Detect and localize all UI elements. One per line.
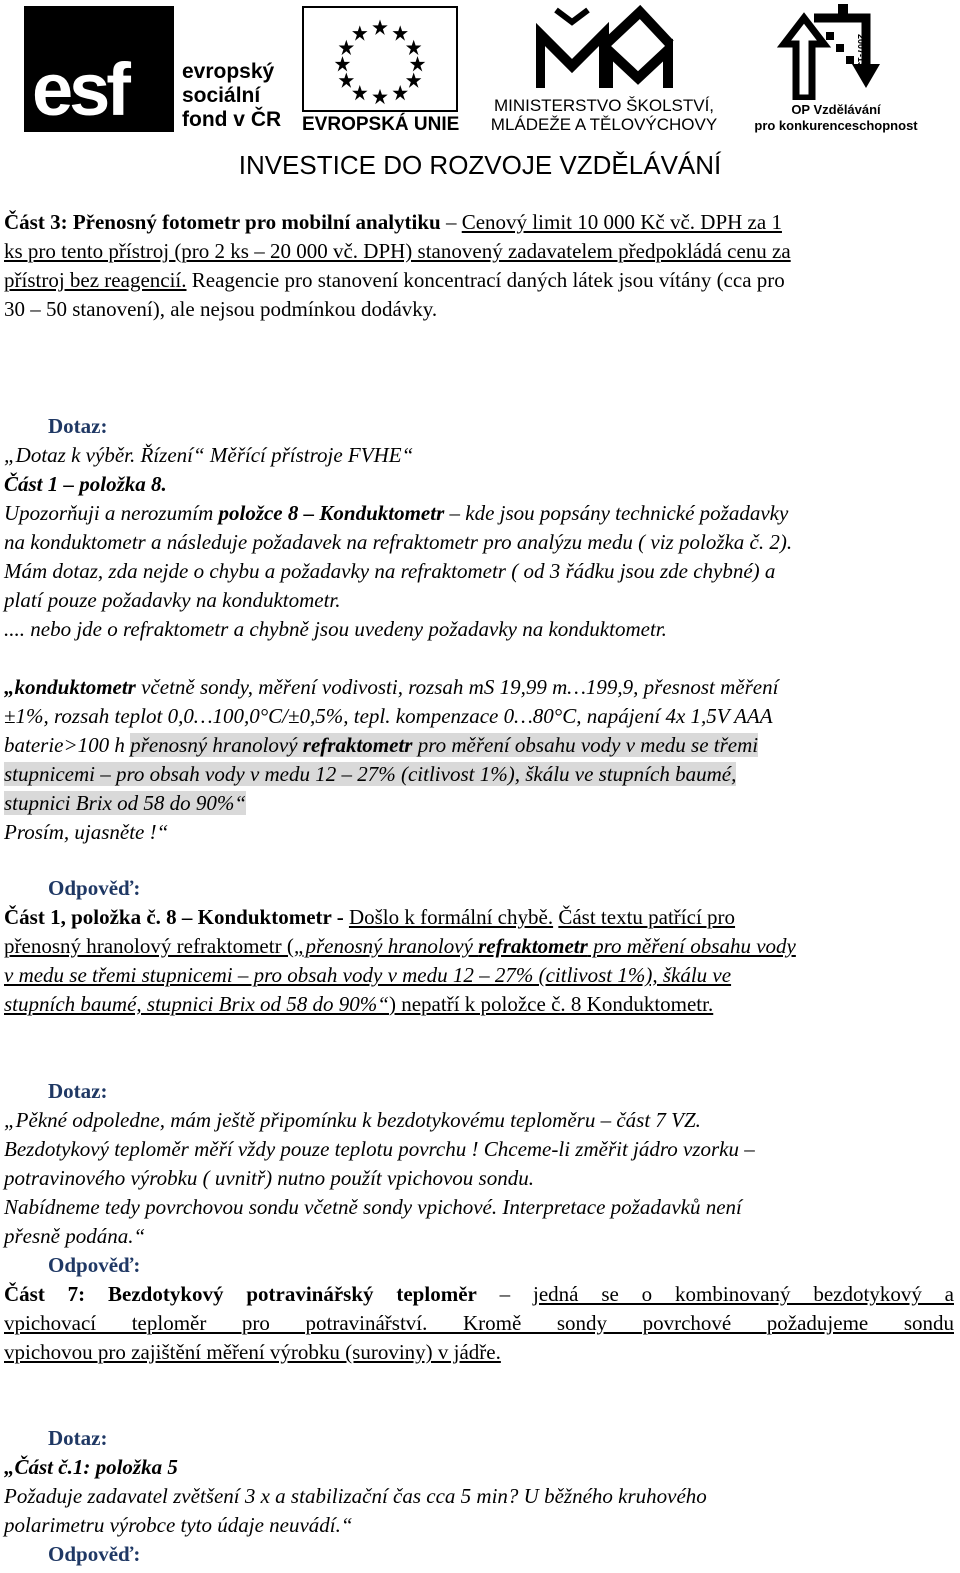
answer-heading: Odpověď: [48,1253,141,1277]
eu-text: EVROPSKÁ UNIE [302,114,460,135]
italic-text: „přenosný hranolový [293,934,479,958]
text-line [4,208,954,237]
text-span: – kde jsou popsány technické požadavky [444,501,789,525]
esf-line: evropský [182,60,275,83]
op-text [748,102,924,134]
op-logo [748,4,928,138]
text-line [4,499,954,528]
question-3 [4,1424,954,1569]
op-arrows-icon [774,4,890,100]
text-span: – [476,1282,534,1306]
underlined-text: jedná se o kombinovaný bezdotykový a [533,1282,954,1306]
question-1 [4,412,954,847]
eu-flag-icon [302,6,458,112]
text-span: včetně sondy, měření vodivosti, rozsah mS 19,99 m…199,9, přesnost měření [135,675,779,699]
text-span: přenosný hranolový [130,733,303,757]
text-line: vpichovací teploměr pro potravinářství. Kromě sondy povrchové požadujeme sondu [4,1311,954,1335]
question-heading: Dotaz: [48,1079,108,1103]
msmt-text [470,96,738,134]
intro-paragraph [4,208,954,324]
text-line: Požaduje zadavatel zvětšení 3 x a stabilizační čas cca 5 min? U běžného kruhového [4,1484,707,1508]
text-line: ±1%, rozsah teplot 0,0…100,0°C/±0,5%, tepl. kompenzace 0…80°C, napájení 4x 1,5V AAA [4,704,773,728]
question-2 [4,1077,954,1251]
text-line: Bezdotykový teploměr měří vždy pouze teplotu povrchu ! Chceme-li změřit jádro vzorku – [4,1137,755,1161]
text-line [4,673,954,702]
esf-logo [24,6,294,136]
text-line [4,932,954,961]
text-line: Část 1 – položka 8. [4,472,167,496]
text-line: v medu se třemi stupnicemi – pro obsah vody v medu 12 – 27% (citlivost 1%), škálu ve [4,963,732,987]
text-span: pro měření obsahu vody v medu se třemi [412,733,759,757]
bold-text: refraktometr [302,733,413,757]
answer-heading: Odpověď: [48,876,141,900]
esf-text [182,60,281,132]
text-span: baterie>100 h [4,733,131,757]
text-line [4,1280,954,1309]
text-line: na konduktometr a následuje požadavek na refraktometr pro analýzu medu ( viz položka č. 2). [4,530,793,554]
text-line: Mám dotaz, zda nejde o chybu a požadavky na refraktometr ( od 3 řádku jsou zde chybné) a [4,559,776,583]
text-line [4,903,954,932]
investice-banner: INVESTICE DO ROZVOJE VZDĚLÁVÁNÍ [238,150,722,180]
bold-text: Část 1, položka č. 8 – Konduktometr - [4,905,349,929]
text-line [4,266,954,295]
text-line: „Část č.1: položka 5 [4,1455,178,1479]
op-line: OP Vzdělávání [791,102,881,117]
answer-2 [4,1251,954,1367]
underlined-text: přístroj bez reagencií. [4,268,187,292]
underlined-text: Došlo k formální chybě. [348,905,554,929]
italic-text: pro měření obsahu vody [587,934,796,958]
underlined-text: Cenový limit 10 000 Kč vč. DPH za 1 [461,210,782,234]
bold-text: Část 7: Bezdotykový potravinářský teploměr [4,1282,477,1306]
text-line [4,1338,954,1367]
text-line [4,731,954,760]
text-line: přesně podána.“ [4,1224,146,1248]
eu-logo [302,6,462,136]
question-heading: Dotaz: [48,1426,108,1450]
italic-text: stupních baumé, stupnici Brix od 58 do 90%“ [4,992,389,1016]
text-line [4,237,954,266]
text-span: Upozorňuji a nerozumím [4,501,219,525]
part-title: Část 3: Přenosný fotometr pro mobilní analytiku [4,210,441,234]
text-line: platí pouze požadavky na konduktometr. [4,588,341,612]
op-year: 2007-13 [856,34,866,68]
esf-line: fond v ČR [182,108,282,131]
msmt-logo [470,4,740,136]
esf-letters: esf [32,48,127,131]
highlighted-text [130,733,758,757]
bold-italic-text: refraktometr [478,934,588,958]
text-line: .... nebo jde o refraktometr a chybně jsou uvedeny požadavky na konduktometr. [4,617,667,641]
text-span: přenosný hranolový refraktometr ( [4,934,294,958]
answer-heading: Odpověď: [48,1542,141,1566]
text-line [4,760,954,789]
text-line: potravinového výrobku ( uvnitř) nutno použít vpichovou sondu. [4,1166,534,1190]
bold-text: položce 8 – Konduktometr [218,501,445,525]
text-line: 30 – 50 stanovení), ale nejsou podmínkou dodávky. [4,297,438,321]
question-heading: Dotaz: [48,414,108,438]
text-line: „Pěkné odpoledne, mám ještě připomínku k bezdotykovému teploměru – část 7 VZ. [4,1108,701,1132]
underlined-text: ks pro tento přístroj (pro 2 ks – 20 000 vč. DPH) stanovený zadavatelem předpokládá cenu za [4,239,791,263]
header-logos [0,0,960,190]
msmt-mark-icon [536,4,676,90]
text-line: polarimetru výrobce tyto údaje neuvádí.“ [4,1513,353,1537]
text-line: Prosím, ujasněte !“ [4,820,169,844]
underlined-text: Část textu patřící pro [558,905,736,929]
text-line [4,990,954,1019]
highlighted-text: stupnici Brix od 58 do 90%“ [4,791,247,815]
msmt-line: MLÁDEŽE A TĚLOVÝCHOVY [490,115,718,134]
blank-line [4,644,954,673]
text-line [4,789,954,818]
text-line: „Dotaz k výběr. Řízení“ Měřící přístroje FVHE“ [4,443,414,467]
bold-text: „konduktometr [4,675,136,699]
text-span: Reagencie pro stanovení koncentrací daných látek jsou vítány (cca pro [186,268,785,292]
answer-1 [4,874,954,1019]
text-span: vpichovou pro zajištění měření výrobku (suroviny) v jádře. [4,1340,501,1364]
esf-mark [24,6,174,132]
msmt-line: MINISTERSTVO ŠKOLSTVÍ, [493,96,715,115]
text-span: – [440,210,462,234]
highlighted-text: stupnicemi – pro obsah vody v medu 12 – 27% (citlivost 1%), škálu ve stupních baumé, [4,762,737,786]
text-span: ) nepatří k položce č. 8 Konduktometr. [388,992,714,1016]
op-line: pro konkurenceschopnost [754,118,918,133]
text-line: Nabídneme tedy povrchovou sondu včetně sondy vpichové. Interpretace požadavků není [4,1195,742,1219]
esf-line: sociální [182,84,261,107]
